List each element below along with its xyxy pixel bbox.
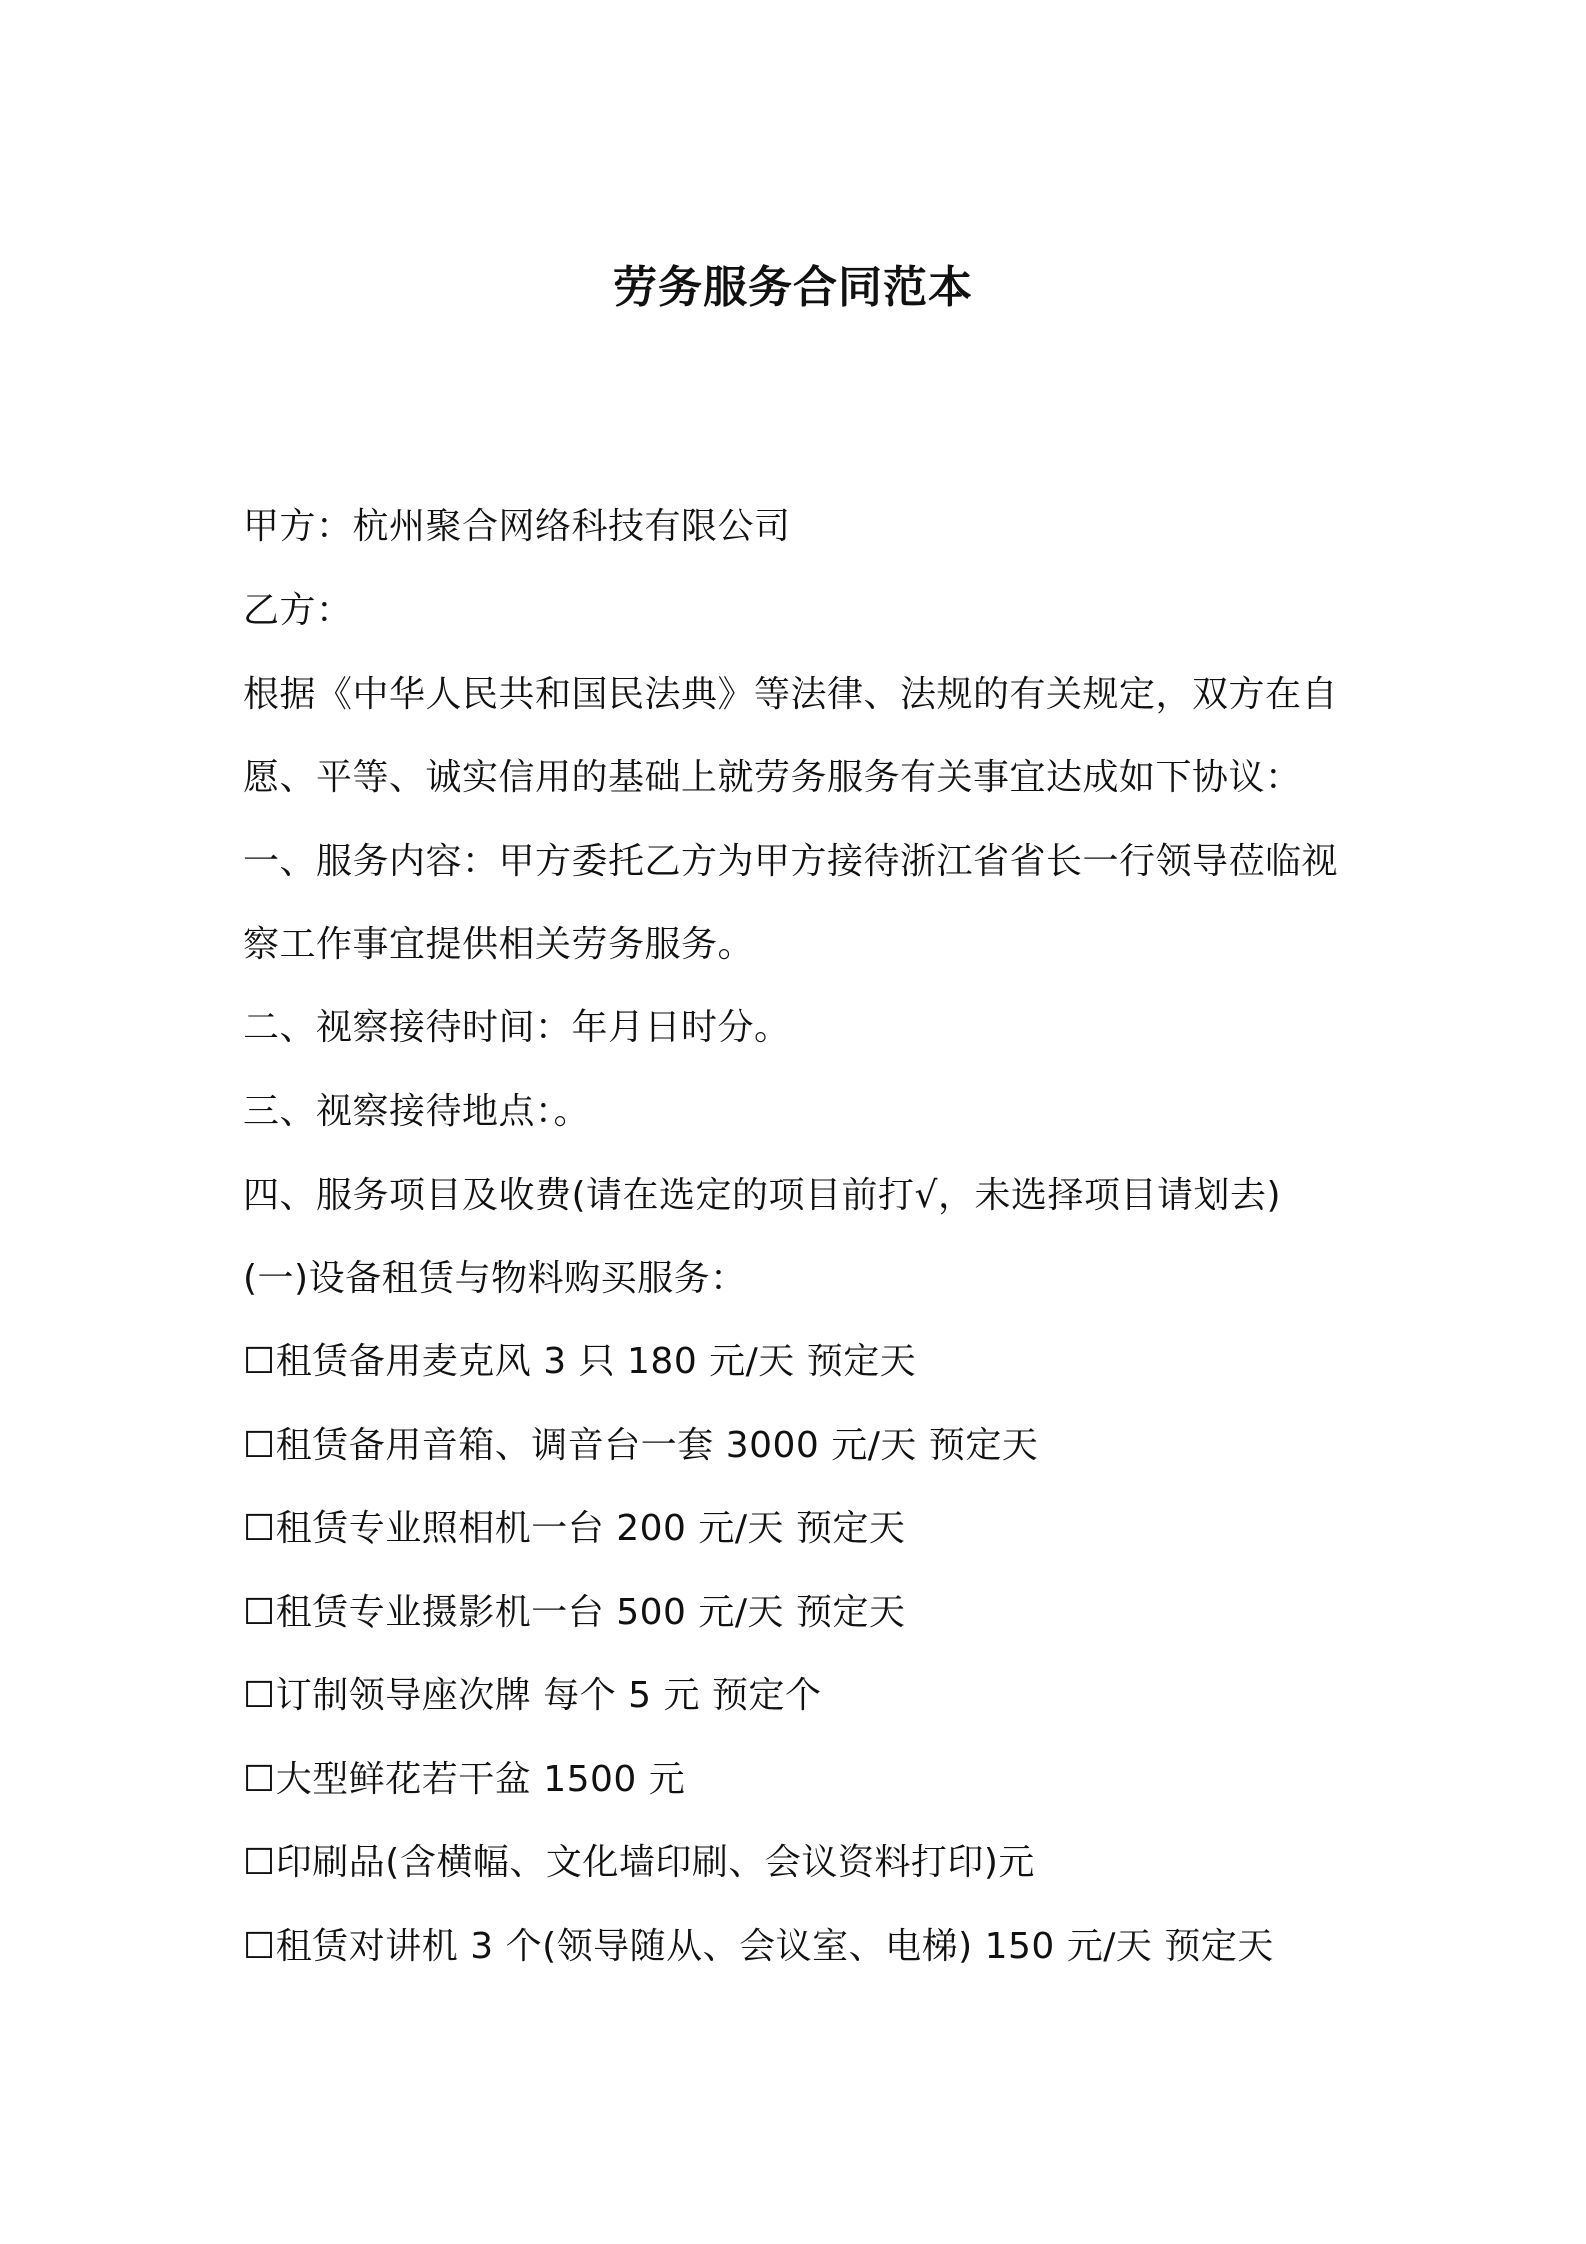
checklist-item-name-plates: ☐订制领导座次牌 每个 5 元 预定个 (243, 1675, 822, 1716)
preamble-line-2: 愿、平等、诚实信用的基础上就劳务服务有关事宜达成如下协议： (243, 757, 1302, 798)
clause-2-time: 二、视察接待时间：年月日时分。 (243, 1007, 791, 1048)
checklist-item-printing: ☐印刷品(含横幅、文化墙印刷、会议资料打印)元 (243, 1842, 1035, 1883)
clause-3-location: 三、视察接待地点：。 (243, 1091, 591, 1132)
checklist-item-video-camera: ☐租赁专业摄影机一台 500 元/天 预定天 (243, 1592, 906, 1633)
checklist-item-speaker: ☐租赁备用音箱、调音台一套 3000 元/天 预定天 (243, 1425, 1039, 1466)
document-title: 劳务服务合同范本 (613, 262, 973, 313)
checklist-item-camera: ☐租赁专业照相机一台 200 元/天 预定天 (243, 1508, 906, 1549)
preamble-line-1: 根据《中华人民共和国民法典》等法律、法规的有关规定，双方在自 (243, 674, 1339, 715)
clause-4-heading: 四、服务项目及收费(请在选定的项目前打√，未选择项目请划去) (243, 1175, 1282, 1216)
section-1-heading: (一)设备租赁与物料购买服务： (243, 1258, 747, 1299)
party-a-line: 甲方：杭州聚合网络科技有限公司 (243, 506, 791, 547)
clause-1-line-1: 一、服务内容：甲方委托乙方为甲方接待浙江省省长一行领导莅临视 (243, 841, 1339, 882)
checklist-item-microphone: ☐租赁备用麦克风 3 只 180 元/天 预定天 (243, 1341, 917, 1382)
checklist-item-walkie-talkie: ☐租赁对讲机 3 个(领导随从、会议室、电梯) 150 元/天 预定天 (243, 1926, 1274, 1967)
checklist-item-flowers: ☐大型鲜花若干盆 1500 元 (243, 1759, 686, 1800)
clause-1-line-2: 察工作事宜提供相关劳务服务。 (243, 924, 755, 965)
party-b-line: 乙方： (243, 590, 353, 631)
